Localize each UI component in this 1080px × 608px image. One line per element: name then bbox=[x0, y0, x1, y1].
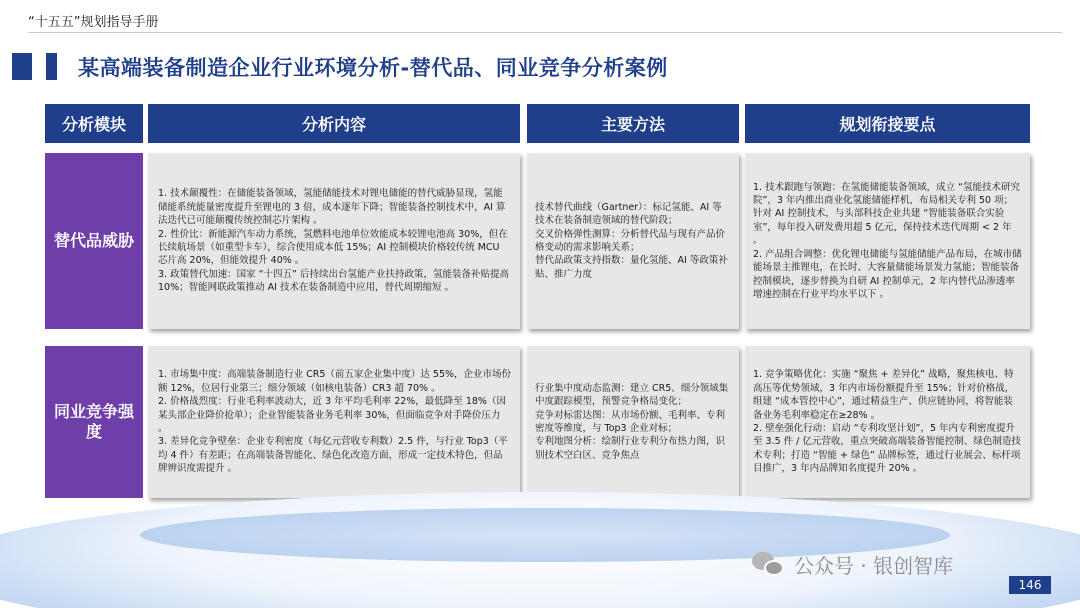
plan-cell bbox=[745, 346, 1030, 498]
analysis-content-text: 1. 市场集中度：高端装备制造行业 CR5（前五家企业集中度）达 55%，企业市场份额 12%，位居行业第三；细分领域（如核电装备）CR3 超 70% 。 2. 价格战烈度：行业毛利率波动大，近 3 年平均毛利率 22%，最低降至 18%（因某头部企业降价抢单）；企业智能装备业务毛利率 30%，但面临竞争对手降价压力 。 3. 差异化竞争壁垒：企业专利密度（每亿元营收专利数）2.5 件，与行业 Top3（平均 4 件）有差距；在高端装备智能化、绿色化改造方面，形成一定技术特色，但品牌辨识度需提升 。 bbox=[158, 369, 512, 475]
analysis-content-cell bbox=[148, 153, 520, 329]
analysis-content-text: 1. 技术颠覆性：在储能装备领域，氢能储能技术对锂电储能的替代威胁显现，氢能储能系统能量密度提升至锂电的 3 倍，成本逐年下降；智能装备控制技术中，AI 算法迭代已可能颠覆传统控制芯片架构 。 2. 性价比：新能源汽车动力系统，氢燃料电池单位效能成本较锂电池高 30%，但在长续航场景（如重型卡车），综合使用成本低 15%；AI 控制模块价格较传统 MCU 芯片高 20%，但能效提升 40% 。 3. 政策替代加速：国家 “十四五” 后持续出台氢能产业扶持政策，氢能装备补贴提高 10%；智能网联政策推动 AI 技术在装备制造中应用，替代周期缩短 。 bbox=[158, 188, 509, 294]
plan-text: 1. 技术跟跑与领跑：在氢能储能装备领域，成立 “氢能技术研究院”，3 年内推出商业化氢能储能样机，布局相关专利 50 项；针对 AI 控制技术，与头部科技企业共建 “智能装备联合实验室”，每年投入研发费用超 5 亿元，保持技术迭代周期 < 2 年 。 2. 产品组合调整：优化锂电储能与氢能储能产品布局，在城市储能场景主推锂电，在长时、大容量储能场景发力氢能；智能装备控制模块，逐步替换为自研 AI 控制单元，2 年内替代品渗透率增速控制在行业平均水平以下 。 bbox=[753, 181, 1022, 300]
method-cell bbox=[527, 346, 739, 498]
page-number: 146 bbox=[1009, 576, 1051, 594]
title-accent-bar-small bbox=[46, 53, 57, 80]
watermark bbox=[752, 550, 953, 579]
watermark-text: 公众号 · 银创智库 bbox=[794, 554, 954, 578]
title-accent-bar bbox=[12, 53, 32, 80]
header-content: 分析内容 bbox=[148, 104, 520, 143]
header-divider bbox=[28, 32, 1062, 33]
method-cell bbox=[527, 153, 739, 329]
module-cell-competition: 同业竞争强度 bbox=[45, 346, 143, 498]
method-text: 技术替代曲线（Gartner）：标记氢能、AI 等技术在装备制造领域的替代阶段； 交叉价格弹性测算：分析替代品与现有产品价格变动的需求影响关系； 替代品政策支持指数：量化氢能、AI 等政策补贴、推广力度 bbox=[535, 201, 728, 280]
page-title: 某高端装备制造企业行业环境分析-替代品、同业竞争分析案例 bbox=[78, 56, 668, 80]
plan-cell bbox=[745, 153, 1030, 329]
method-text: 行业集中度动态监测：建立 CR5、细分领域集中度跟踪模型，预警竞争格局变化； 竞争对标雷达图：从市场份额、毛利率、专利密度等维度，与 Top3 企业对标； 专利地图分析：绘制行业专利分布热力图，识别技术空白区、竞争焦点 bbox=[535, 382, 729, 461]
document-label: “十五五”规划指导手册 bbox=[28, 15, 159, 30]
module-cell-substitutes: 替代品威胁 bbox=[45, 153, 143, 329]
plan-text: 1. 竞争策略优化：实施 “聚焦 + 差异化” 战略，聚焦核电、特高压等优势领域，3 年内市场份额提升至 15%；针对价格战，组建 “成本管控中心”，通过精益生产、供应链协同，将智能装备业务毛利率稳定在≥28% 。 2. 壁垒强化行动：启动 “专利攻坚计划”，5 年内专利密度提升至 3.5 件 / 亿元营收，重点突破高端装备智能控制、绿色制造技术专利；打造 “智能 + 绿色” 品牌标签，通过行业展会、标杆项目推广，3 年内品牌知名度提升 20% 。 bbox=[753, 369, 1021, 475]
wechat-icon bbox=[752, 552, 786, 578]
header-method: 主要方法 bbox=[527, 104, 739, 143]
analysis-content-cell bbox=[148, 346, 520, 498]
header-module: 分析模块 bbox=[45, 104, 143, 143]
header-plan: 规划衔接要点 bbox=[745, 104, 1030, 143]
